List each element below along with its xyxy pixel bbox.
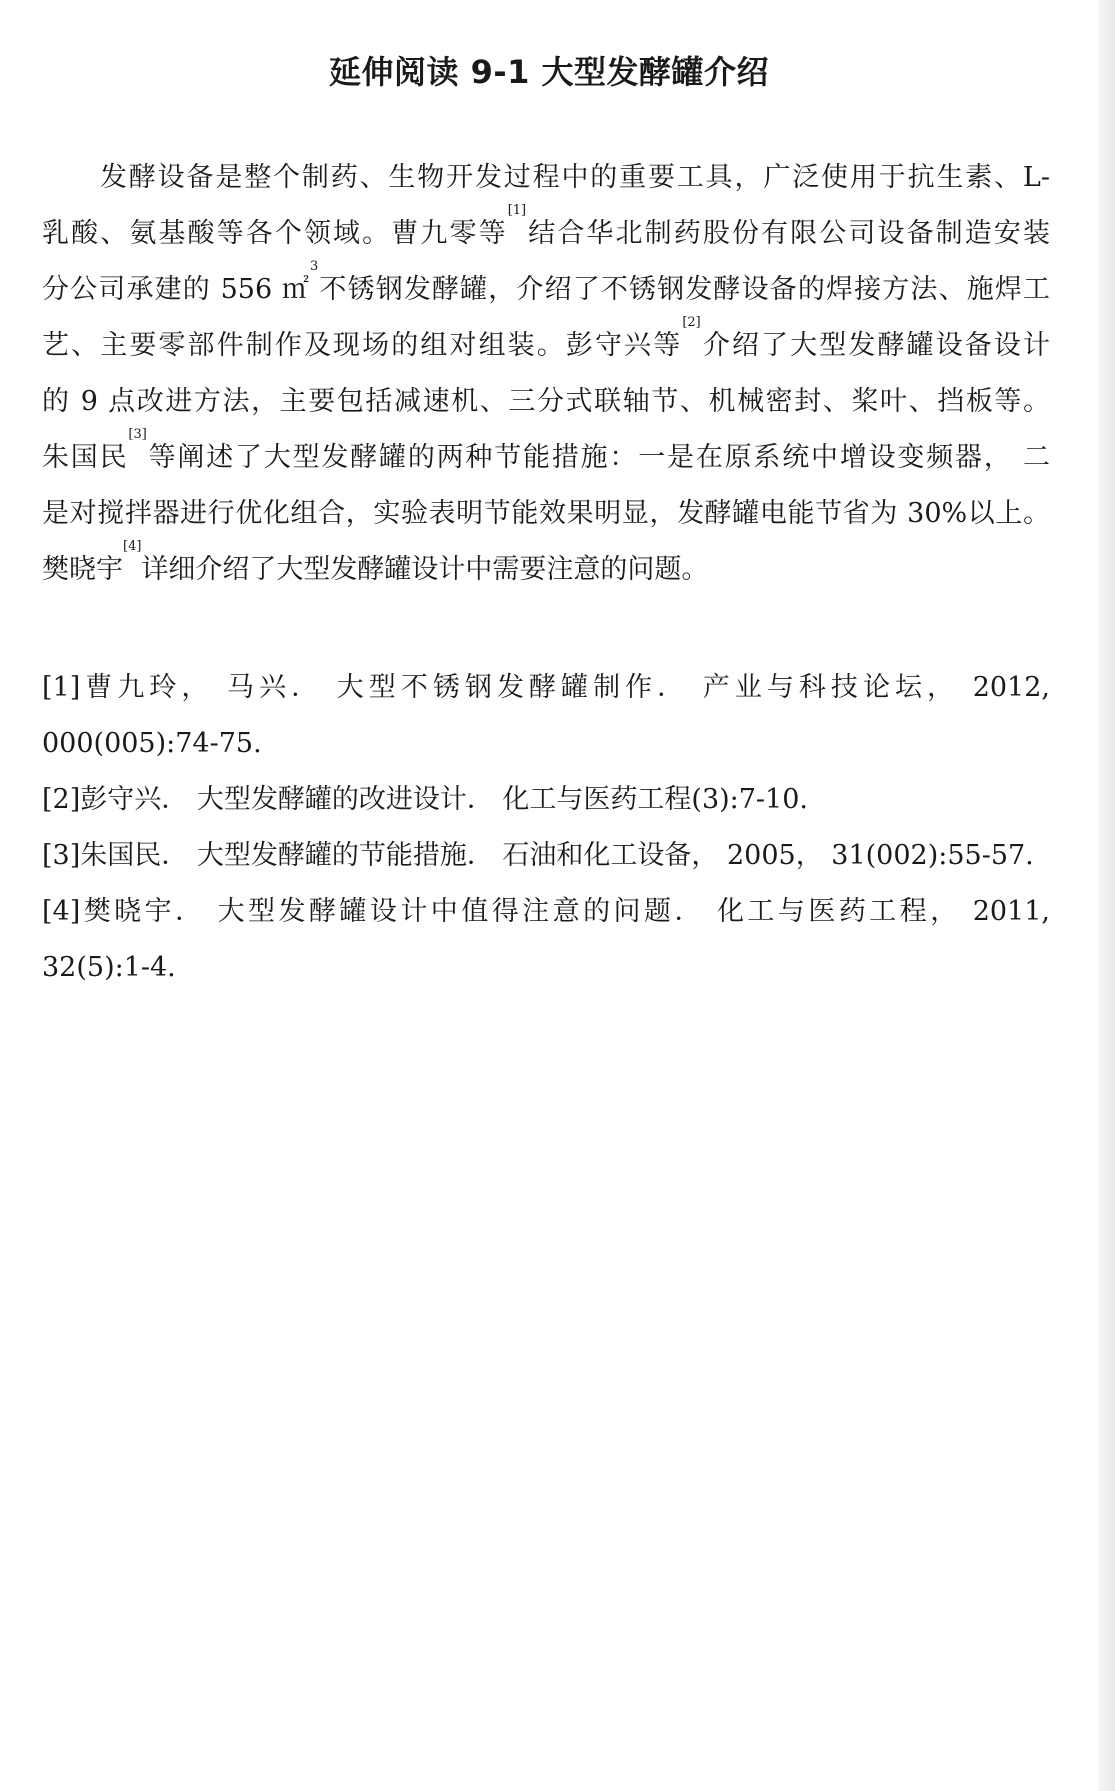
- paragraph-text: 结合华北制药股份有限公司设备制造安装: [526, 218, 1051, 249]
- paragraph-text: 乳酸、氨基酸等各个领域。曹九零等: [42, 218, 508, 249]
- paragraph-text: 艺、主要零部件制作及现场的组对组装。彭守兴等: [42, 330, 683, 361]
- citation-marker-1[interactable]: [1]: [507, 203, 527, 218]
- citation-marker-3[interactable]: [3]: [128, 427, 147, 442]
- reference-1-line-2: 000(005):74-75.: [42, 728, 262, 759]
- paragraph-text: 朱国民: [42, 442, 129, 473]
- reference-4-line-2: 32(5):1-4.: [42, 952, 176, 983]
- paragraph-line-7: [42, 486, 1050, 542]
- paragraph-line-2: [42, 203, 1051, 262]
- citation-marker-2[interactable]: [2]: [682, 315, 701, 330]
- body-paragraph: [42, 150, 1050, 598]
- paragraph-text: 发酵设备是整个制药、生物开发过程中的重要工具，广泛使用于抗生素、L-: [100, 162, 1050, 193]
- paragraph-line-1: [42, 150, 1050, 206]
- citation-marker-4[interactable]: [4]: [123, 539, 142, 554]
- reference-4-line-1: [4]樊晓宇． 大型发酵罐设计中值得注意的问题． 化工与医药工程， 2011,: [42, 896, 1050, 927]
- reference-2: [2]彭守兴． 大型发酵罐的改进设计． 化工与医药工程(3):7-10.: [42, 784, 808, 815]
- scrollbar-track[interactable]: [1098, 0, 1115, 1791]
- paragraph-text: 樊晓宇: [42, 554, 123, 585]
- paragraph-line-4: [42, 315, 1051, 374]
- reference-3: [3]朱国民． 大型发酵罐的节能措施． 石油和化工设备， 2005， 31(002):55-57.: [42, 840, 1034, 871]
- superscript-3: 3: [310, 259, 319, 274]
- page-title: 延伸阅读 9-1 大型发酵罐介绍: [328, 53, 770, 91]
- paragraph-text: 详细介绍了大型发酵罐设计中需要注意的问题。: [141, 554, 709, 585]
- paragraph-text: 等阐述了大型发酵罐的两种节能措施：一是在原系统中增设变频器， 二: [146, 442, 1050, 473]
- paragraph-text: 分公司承建的 556 ㎡: [42, 274, 310, 305]
- paragraph-text: 介绍了大型发酵罐设备设计: [700, 330, 1051, 361]
- reference-1-line-1: [1]曹九玲， 马兴． 大型不锈钢发酵罐制作． 产业与科技论坛， 2012,: [42, 672, 1050, 703]
- paragraph-text: 的 9 点改进方法，主要包括减速机、三分式联轴节、机械密封、桨叶、挡板等。: [42, 386, 1050, 417]
- paragraph-line-6: [42, 427, 1050, 486]
- paragraph-text: 是对搅拌器进行优化组合，实验表明节能效果明显，发酵罐电能节省为 30%以上。: [42, 498, 1050, 529]
- paragraph-line-5: [42, 374, 1050, 430]
- paragraph-line-3: [42, 259, 1051, 318]
- paragraph-line-8: [42, 539, 1050, 598]
- paragraph-text: 不锈钢发酵罐，介绍了不锈钢发酵设备的焊接方法、施焊工: [318, 274, 1051, 305]
- reference-list: [42, 660, 1050, 996]
